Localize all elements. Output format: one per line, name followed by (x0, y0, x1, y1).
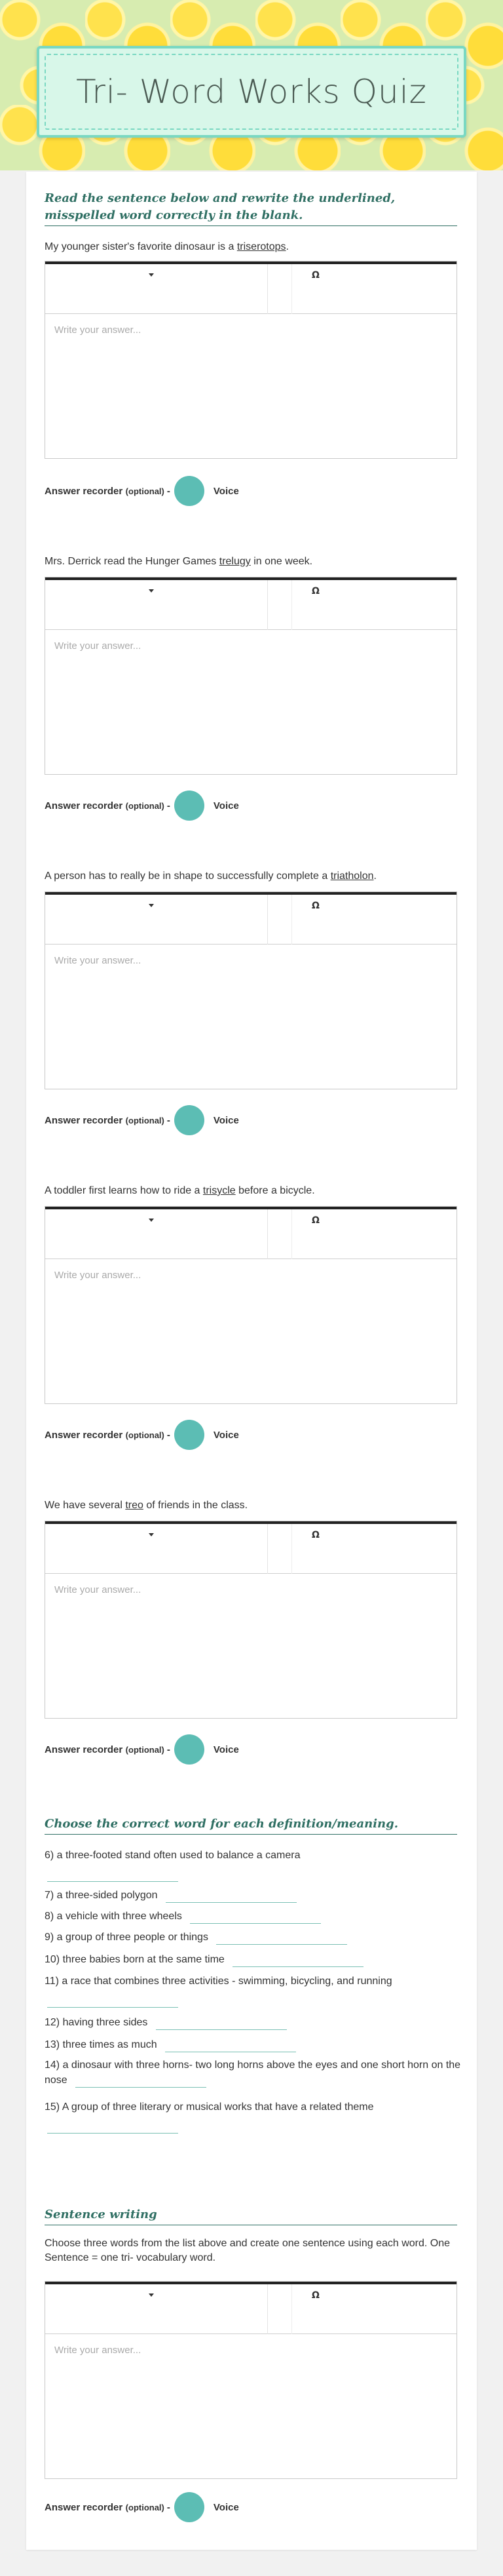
recorder-optional: (optional) (125, 1744, 164, 1755)
section-heading-definitions: Choose the correct word for each definition/meaning. (45, 1816, 457, 1835)
editor-toolbar (45, 1521, 456, 1574)
voice-record-button[interactable] (174, 1420, 204, 1450)
toolbar-divider (291, 1209, 292, 1259)
omega-icon[interactable]: Ω (312, 1215, 320, 1226)
chevron-down-icon (149, 1533, 154, 1536)
question-text (45, 869, 457, 884)
editor-toolbar (45, 892, 456, 945)
question-text-after: . (373, 870, 377, 882)
definition-text: 7) a three-sided polygon (45, 1890, 158, 1901)
format-dropdown[interactable] (45, 895, 268, 945)
question-text-before: My younger sister's favorite dinosaur is a (45, 241, 237, 252)
definition-item (45, 2015, 464, 2030)
omega-icon[interactable]: Ω (312, 1530, 320, 1540)
voice-record-button[interactable] (174, 476, 204, 506)
section-heading-rewrite: Read the sentence below and rewrite the underlined, misspelled word correctly in the blank. (45, 190, 457, 226)
definition-answer-input[interactable] (47, 1867, 178, 1882)
definition-answer-input[interactable] (165, 2037, 296, 2052)
answer-editor (45, 891, 457, 1089)
definition-answer-input[interactable] (166, 1888, 297, 1903)
definition-text: 11) a race that combines three activities - swimming, bicycling, and running (45, 1976, 392, 1987)
misspelled-word: triserotops (236, 241, 286, 252)
definition-text: 6) a three-footed stand often used to balance a camera (45, 1850, 301, 1861)
editor-toolbar (45, 2282, 456, 2334)
answer-editor (45, 577, 457, 775)
recorder-dash: - (166, 1114, 170, 1126)
recorder-optional: (optional) (125, 1115, 164, 1125)
title-box (37, 46, 466, 138)
definition-text: 15) A group of three literary or musical works that have a related theme (45, 2101, 374, 2113)
recorder-label: Answer recorder (45, 1744, 123, 1755)
definition-item (45, 1909, 464, 1924)
voice-record-button[interactable] (174, 2492, 204, 2522)
answer-recorder (45, 2492, 457, 2522)
definition-answer-input[interactable] (47, 2118, 178, 2134)
question-text (45, 1498, 457, 1513)
definition-text: 12) having three sides (45, 2017, 148, 2028)
definition-item (45, 1952, 464, 1967)
definition-answer-input[interactable] (47, 1993, 178, 2008)
definition-item (45, 1888, 464, 1903)
definition-item (45, 2037, 464, 2052)
question-text-before: A toddler first learns how to ride a (45, 1185, 203, 1196)
question-text-after: of friends in the class. (143, 1500, 248, 1511)
recorder-label: Answer recorder (45, 800, 123, 811)
question-text (45, 1184, 457, 1198)
toolbar-divider (291, 264, 292, 314)
answer-input[interactable] (45, 1574, 456, 1717)
editor-toolbar (45, 577, 456, 630)
chevron-down-icon (149, 273, 154, 277)
format-dropdown[interactable] (45, 264, 268, 314)
form-card (26, 172, 477, 2550)
definition-answer-input[interactable] (233, 1952, 363, 1967)
chevron-down-icon (149, 1219, 154, 1222)
page-title: Tri- Word Works Quiz (76, 73, 427, 111)
section-heading-sentence-writing: Sentence writing (45, 2206, 457, 2225)
omega-icon[interactable]: Ω (312, 2290, 320, 2301)
answer-recorder (45, 1734, 457, 1765)
format-dropdown[interactable] (45, 2284, 268, 2334)
answer-input[interactable] (45, 2334, 456, 2477)
answer-recorder (45, 1420, 457, 1450)
voice-label: Voice (213, 2501, 239, 2513)
question-text-before: Mrs. Derrick read the Hunger Games (45, 556, 219, 567)
recorder-optional: (optional) (125, 800, 164, 811)
answer-input[interactable] (45, 314, 456, 457)
chevron-down-icon (149, 904, 154, 907)
voice-label: Voice (213, 800, 239, 811)
format-dropdown[interactable] (45, 580, 268, 630)
recorder-dash: - (166, 2501, 170, 2513)
misspelled-word: triatholon (330, 870, 374, 882)
editor-toolbar (45, 262, 456, 314)
voice-label: Voice (213, 1744, 239, 1755)
omega-icon[interactable]: Ω (312, 901, 320, 911)
voice-label: Voice (213, 485, 239, 497)
answer-input[interactable] (45, 945, 456, 1087)
recorder-optional: (optional) (125, 486, 164, 496)
recorder-optional: (optional) (125, 1430, 164, 1440)
voice-label: Voice (213, 1114, 239, 1126)
definition-text: 13) three times as much (45, 2039, 157, 2050)
question-text (45, 555, 457, 569)
answer-recorder (45, 1105, 457, 1135)
answer-input[interactable] (45, 1259, 456, 1402)
voice-record-button[interactable] (174, 1734, 204, 1765)
omega-icon[interactable]: Ω (312, 270, 320, 281)
misspelled-word: trelugy (219, 556, 251, 567)
voice-record-button[interactable] (174, 790, 204, 821)
answer-editor (45, 1206, 457, 1404)
question-text (45, 240, 457, 254)
definition-text: 14) a dinosaur with three horns- two long horns above the eyes and one short horn on the nose (45, 2059, 461, 2086)
recorder-label: Answer recorder (45, 485, 123, 497)
misspelled-word: trisycle (202, 1185, 236, 1196)
recorder-label: Answer recorder (45, 2501, 123, 2513)
answer-input[interactable] (45, 630, 456, 773)
recorder-label: Answer recorder (45, 1114, 123, 1126)
recorder-dash: - (166, 800, 170, 811)
chevron-down-icon (149, 2293, 154, 2297)
definition-text: 8) a vehicle with three wheels (45, 1911, 182, 1922)
definition-item (45, 1930, 464, 1945)
toolbar-divider (291, 895, 292, 945)
format-dropdown[interactable] (45, 1209, 268, 1259)
question-text-after: before a bicycle. (235, 1185, 315, 1196)
definition-item (45, 1974, 464, 2008)
recorder-dash: - (166, 1429, 170, 1441)
definition-answer-input[interactable] (75, 2073, 206, 2088)
answer-editor (45, 2281, 457, 2479)
answer-recorder (45, 790, 457, 821)
chevron-down-icon (149, 589, 154, 593)
definition-answer-input[interactable] (190, 1909, 321, 1924)
answer-editor (45, 1521, 457, 1719)
definition-item (45, 2058, 464, 2088)
misspelled-word: treo (125, 1500, 143, 1511)
toolbar-divider (291, 580, 292, 630)
omega-icon[interactable]: Ω (312, 586, 320, 596)
question-text-before: A person has to really be in shape to successfully complete a (45, 870, 331, 882)
definition-text: 10) three babies born at the same time (45, 1954, 225, 1965)
recorder-label: Answer recorder (45, 1429, 123, 1441)
recorder-dash: - (166, 485, 170, 497)
toolbar-divider (291, 2284, 292, 2334)
recorder-dash: - (166, 1744, 170, 1755)
toolbar-divider (291, 1524, 292, 1574)
definition-item (45, 1848, 464, 1882)
title-inner-border (45, 54, 458, 130)
recorder-optional: (optional) (125, 2502, 164, 2512)
sentence-prompt: Choose three words from the list above and create one sentence using each word. One Sentence = one tri- vocabulary word. (45, 2238, 451, 2263)
voice-record-button[interactable] (174, 1105, 204, 1135)
question-text-before: We have several (45, 1500, 126, 1511)
answer-recorder (45, 476, 457, 506)
definition-answer-input[interactable] (216, 1930, 347, 1945)
definition-item (45, 2100, 464, 2134)
question-text-after: . (286, 241, 289, 252)
definition-answer-input[interactable] (156, 2015, 287, 2030)
answer-editor (45, 261, 457, 459)
voice-label: Voice (213, 1429, 239, 1441)
format-dropdown[interactable] (45, 1524, 268, 1574)
question-text-after: in one week. (250, 556, 313, 567)
editor-toolbar (45, 1207, 456, 1259)
definition-text: 9) a group of three people or things (45, 1932, 208, 1943)
